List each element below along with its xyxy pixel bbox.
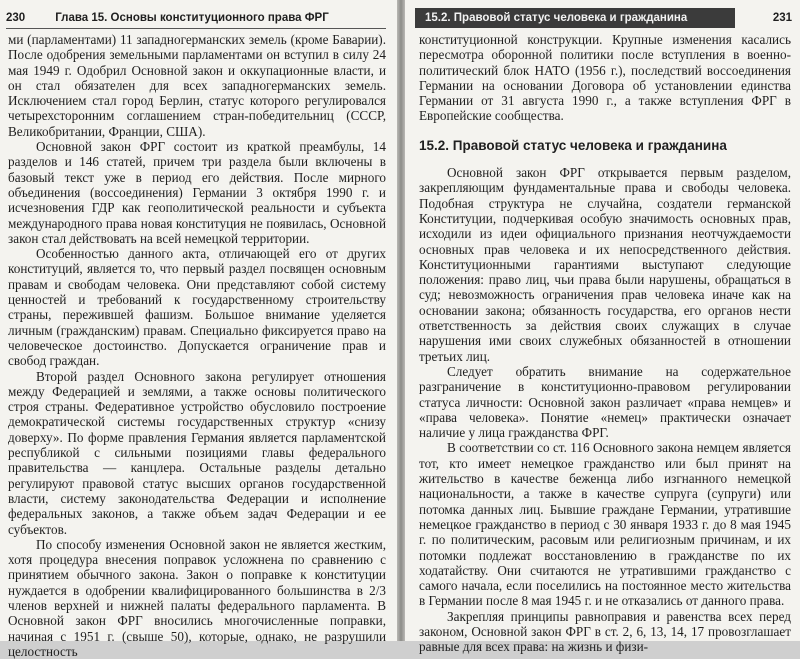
left-page-text <box>8 32 386 659</box>
paragraph: Основной закон ФРГ состоит из краткой преамбулы, 14 разделов и 146 статей, причем три раздела были включены в базовый текст уже в период его действия. После мирного объединения (воссоединения) Германии 3 октября 1990 г. и исчезновения ГДР как геополитической реальности и субъекта международного права новая конституция не появилась, Основной закон стал действовать на всей немецкой территории. <box>8 139 386 246</box>
right-page-text <box>419 32 791 655</box>
left-running-head-title: Глава 15. Основы конституционного права ФРГ <box>55 12 329 24</box>
right-running-header <box>415 8 792 28</box>
paragraph: Второй раздел Основного закона регулирует отношения между Федерацией и землями, а также основы политического строя страны. Федеративное устройство обусловило построение демократической системы государственных структур «снизу доверху». По форме правления Германия является парламентской республикой с сильными позициями главы федерального правительства — канцлера. Остальные разделы детально регулируют правовой статус высших органов государственной власти, систему законодательства Федерации и исполнение федеральных законов, а также объем задач Федерации и ее субъектов. <box>8 368 386 537</box>
paragraph: Закрепляя принципы равноправия и равенства всех перед законом, Основной закон ФРГ в ст. 2, 6, 13, 14, 17 провозглашает равные для всех права: на жизнь и физи- <box>419 608 791 655</box>
book-gutter <box>397 0 405 641</box>
right-running-head-title: 15.2. Правовой статус человека и гражданина <box>415 8 735 28</box>
paragraph: Особенностью данного акта, отличающей его от других конституций, является то, что первый раздел посвящен основным правам и свободам человека. Они представляют собой систему ценностей и требований к государственному строительству страны, пережившей фашизм. Большое внимание уделяется личным (гражданским) правам. Специально фиксируется право на человеческое достоинство. Допускается ограничение прав и свобод граждан. <box>8 246 386 369</box>
paragraph: конституционной конструкции. Крупные изменения касались пересмотра оборонной политики после вступления в военно-политический блок НАТО (1956 г.), последствий воссоединения Германии на основании Договора об установлении единства Германии от 31 августа 1990 г., а также вступления ФРГ в Европейские сообщества. <box>419 32 791 124</box>
paragraph: ми (парламентами) 11 западногерманских земель (кроме Баварии). После одобрения земельными парламентами он вступил в силу 24 мая 1949 г. Одобрил Основной закон и оккупационные власти, и он стал обязателен для всех западногерманских земель. Исключением стал город Берлин, статус которого регулировался четырехсторонним соглашением стран-победительниц (СССР, Великобритании, Франции, США). <box>8 32 386 139</box>
left-running-header <box>6 8 386 29</box>
left-page-number: 230 <box>6 12 26 24</box>
left-page <box>0 0 397 659</box>
paragraph: Следует обратить внимание на содержательное разграничение в конституционно-правовом регулировании статуса личности: Основной закон различает «права немцев» и «права человека». Понятие «немец» практически означает наличие у лица гражданства ФРГ. <box>419 363 791 441</box>
right-page-number: 231 <box>772 12 792 24</box>
paragraph: В соответствии со ст. 116 Основного закона немцем является тот, кто имеет немецкое гражданство или был принят на жительство в качестве беженца либо изгнанного немецкой национальности, а также в качестве супруга (супруги) или потомка данных лиц. Бывшие граждане Германии, утратившие немецкое гражданство в период с 30 января 1933 г. до 8 мая 1945 г. по политическим, расовым или религиозным причинам, и их потомки подлежат восстановлению в гражданстве по их ходатайству. Они считаются не утратившими гражданство с самого начала, если поселились на постоянное место жительства в Германии после 8 мая 1945 г. и не отказались от данного права. <box>419 440 791 609</box>
paragraph: По способу изменения Основной закон не является жестким, хотя процедура внесения поправок усложнена по сравнению с принятием обычного закона. Закон о поправке к конституции нуждается в одобрении квалифицированного большинства в 2/3 членов верхней и нижней палаты федерального парламента. В Основной закон ФРГ вносились многочисленные поправки, начиная с 1951 г. (свыше 50), которые, однако, не разрушили целостность <box>8 536 386 659</box>
right-page <box>405 0 800 655</box>
paragraph: Основной закон ФРГ открывается первым разделом, закрепляющим фундаментальные права и свободы человека. Подобная структура не случайна, создатели германской Конституции, подчеркивая особую значимость основных прав, исходили из идеи официального признания неотчуждаемости основных прав человека и их непосредственного действия. Конституционными гарантиями выступают следующие положения: право лиц, чьи права были нарушены, обращаться в суд; невозможность ограничения прав человека иначе как на основании закона; обязанность государства, его органов нести ответственность за действия своих служащих в случае нарушения ими своих служебных обязанностей в отношении третьих лиц. <box>419 165 791 364</box>
section-heading: 15.2. Правовой статус человека и гражданина <box>419 137 727 153</box>
